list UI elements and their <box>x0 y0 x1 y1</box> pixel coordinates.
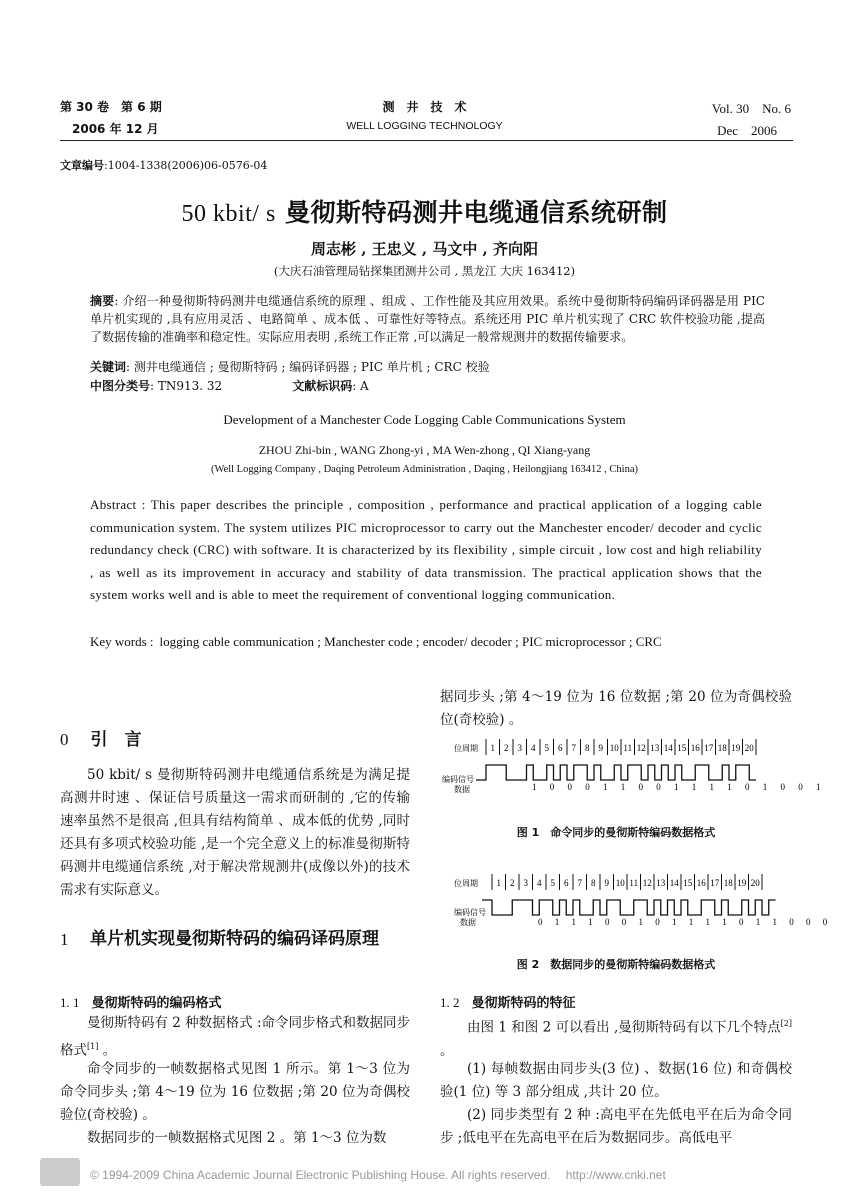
period-number: 11 <box>629 878 639 888</box>
section-1-2-heading: 1. 2 曼彻斯特码的特征 <box>440 995 576 1011</box>
period-number: 14 <box>663 743 673 753</box>
period-number: 12 <box>636 743 646 753</box>
period-number: 17 <box>704 743 714 753</box>
period-number: 1 <box>496 878 501 888</box>
fig1-period-label: 位周期 <box>454 744 478 753</box>
paragraph-feature-2: (2) 同步类型有 2 种 :高电平在先低电平在后为命令同步 ;低电平在先高电平在后为数据同步。高低电平 <box>440 1107 792 1146</box>
period-number: 16 <box>696 878 706 888</box>
authors-cn: 周志彬 , 王忠义 , 马文中 , 齐向阳 <box>310 240 538 258</box>
period-number: 19 <box>731 743 741 753</box>
period-number: 10 <box>615 878 625 888</box>
section-1-heading: 1 单片机实现曼彻斯特码的编码译码原理 <box>60 929 379 949</box>
period-number: 15 <box>683 878 693 888</box>
abstract-cn: 摘要: 介绍一种曼彻斯特码测井电缆通信系统的原理 、组成 、工作性能及其应用效果。系统中曼彻斯特码编码译码器是用 PIC 单片机实现的 ,具有应用灵活 、电路简单 、成本低 、可靠性好等特点。系统还用 PIC 单片机实现了 CRC 软件校验功能 ,提高了数据传输的准确率和稳定性。实际应用表明 ,系统工作正常 ,可以满足一般常规测井的数据传输要求。 <box>90 294 765 344</box>
period-number: 20 <box>750 878 760 888</box>
authors-en: ZHOU Zhi-bin , WANG Zhong-yi , MA Wen-zhong , QI Xiang-yang <box>258 443 591 457</box>
fig1-bits: 1 0 0 0 1 1 0 0 1 1 1 1 0 1 0 0 1 <box>532 782 826 792</box>
period-number: 7 <box>571 743 576 753</box>
paragraph-feature-1: (1) 每帧数据由同步头(3 位) 、数据(16 位) 和奇偶校验(1 位) 等 3 部分组成 ,共计 20 位。 <box>440 1061 792 1100</box>
figure-1-waveform <box>440 735 826 835</box>
paragraph-command-sync: 命令同步的一帧数据格式见图 1 所示。第 1～3 位为命令同步头 ;第 4～19 位为 16 位数据 ;第 20 位为奇偶校验位(奇校验) 。 <box>60 1061 410 1123</box>
intro-paragraph: 50 kbit/ s 曼彻斯特码测井电缆通信系统是为满足提高测井时速 、保证信号质量这一需求而研制的 ,它的传输速率虽然不是很高 ,但具有结构简单 、成本低的优势 ,同时还具有多项式校验功能 ,是一个完全意义上的标准曼彻斯特码测井电缆通信系统 ,对于解决常规测井(成像以外)的技术需求有实际意义。 <box>60 767 410 898</box>
period-number: 5 <box>550 878 555 888</box>
section-0-heading: 0 引 言 <box>60 730 142 750</box>
fig1-signal-label: 编码信号 <box>442 775 474 784</box>
period-number: 8 <box>591 878 596 888</box>
cnki-logo <box>40 1158 80 1186</box>
classification-cn: 中图分类号: TN913. 32 文献标识码: A <box>90 379 369 393</box>
fig2-bits: 0 1 1 1 0 0 1 0 1 1 1 1 0 1 1 0 0 0 <box>538 917 833 927</box>
header-journal-cn: 测 井 技 术 <box>382 100 467 114</box>
paragraph-features: 由图 1 和图 2 可以看出 ,曼彻斯特码有以下几个特点[2] 。 <box>440 1019 792 1059</box>
page-title: 50 kbit/ s 曼彻斯特码测井电缆通信系统研制 <box>181 198 668 227</box>
fig2-wave <box>482 900 776 915</box>
period-number: 7 <box>577 878 582 888</box>
header-volume-en: Vol. 30 No. 6 <box>711 101 791 116</box>
keywords-cn: 关键词: 测井电缆通信 ; 曼彻斯特码 ; 编码译码器 ; PIC 单片机 ; CRC 校验 <box>90 360 490 374</box>
period-number: 5 <box>544 743 549 753</box>
period-number: 19 <box>737 878 747 888</box>
period-number: 2 <box>510 878 515 888</box>
period-number: 4 <box>531 743 536 753</box>
figure-1-caption: 图 1 命令同步的曼彻斯特编码数据格式 <box>516 826 716 839</box>
header-rule <box>60 140 793 141</box>
header-date-en: Dec 2006 <box>717 123 777 138</box>
fig2-period-label: 位周期 <box>454 879 478 888</box>
fig2-data-label: 数据 <box>460 918 476 927</box>
fig2-periods <box>492 874 762 890</box>
period-number: 9 <box>604 878 609 888</box>
period-number: 6 <box>558 743 563 753</box>
figure-2-caption: 图 2 数据同步的曼彻斯特编码数据格式 <box>516 958 716 971</box>
period-number: 12 <box>642 878 652 888</box>
period-number: 6 <box>564 878 569 888</box>
period-number: 1 <box>490 743 495 753</box>
paragraph-continued: 据同步头 ;第 4～19 位为 16 位数据 ;第 20 位为奇偶校验位(奇校验) 。 <box>440 689 792 728</box>
footer-copyright: © 1994-2009 China Academic Journal Electronic Publishing House. All rights reserved. http://www.cnki.net <box>90 1168 666 1182</box>
period-number: 10 <box>609 743 619 753</box>
fig1-wave <box>476 765 756 780</box>
title-en: Development of a Manchester Code Logging Cable Communications System <box>223 412 626 427</box>
fig2-signal-label: 编码信号 <box>454 908 486 917</box>
header-date-cn: 2006 年 12 月 <box>72 122 159 136</box>
period-number: 13 <box>650 743 660 753</box>
period-number: 2 <box>504 743 509 753</box>
period-number: 3 <box>517 743 522 753</box>
header-journal-en: WELL LOGGING TECHNOLOGY <box>346 120 503 132</box>
article-number: 文章编号:1004-1338(2006)06-0576-04 <box>60 159 268 172</box>
header-volume-cn: 第 30 卷 第 6 期 <box>60 100 162 114</box>
period-number: 20 <box>744 743 754 753</box>
period-number: 11 <box>623 743 633 753</box>
period-number: 14 <box>669 878 679 888</box>
affiliation-cn: (大庆石油管理局钻探集团测井公司 , 黑龙江 大庆 163412) <box>273 264 576 278</box>
abstract-en: Abstract : This paper describes the principle , composition , performance and practical application of a logging cable communication system. The system utilizes PIC microprocessor to carry out the Manchester encoder/ decoder and cyclic redundancy check (CRC) with software. It is characterized by its flexibility , simple circuit , low cost and high reliability , as well as its improvement in accuracy and stability of data transmission. The practical application shows that the system works well and is able to meet the requirement of conventional logging communication. <box>90 497 762 602</box>
paragraph-data-sync: 数据同步的一帧数据格式见图 2 。第 1～3 位为数 <box>87 1130 387 1146</box>
paragraph-formats: 曼彻斯特码有 2 种数据格式 :命令同步格式和数据同步格式[1] 。 <box>60 1015 411 1059</box>
keywords-en: Key words : logging cable communication ; Manchester code ; encoder/ decoder ; PIC microprocessor ; CRC <box>90 634 662 649</box>
figure-2-waveform <box>440 870 833 970</box>
affiliation-en: (Well Logging Company , Daqing Petroleum Administration , Daqing , Heilongjiang 163412 , China) <box>211 464 638 475</box>
period-number: 9 <box>598 743 603 753</box>
period-number: 4 <box>537 878 542 888</box>
period-number: 18 <box>717 743 727 753</box>
fig1-data-label: 数据 <box>454 785 470 794</box>
period-number: 8 <box>585 743 590 753</box>
period-number: 17 <box>710 878 720 888</box>
period-number: 13 <box>656 878 666 888</box>
period-number: 15 <box>677 743 687 753</box>
period-number: 3 <box>523 878 528 888</box>
section-1-1-heading: 1. 1 曼彻斯特码的编码格式 <box>60 995 222 1011</box>
period-number: 16 <box>690 743 700 753</box>
fig1-periods <box>486 739 756 755</box>
period-number: 18 <box>723 878 733 888</box>
